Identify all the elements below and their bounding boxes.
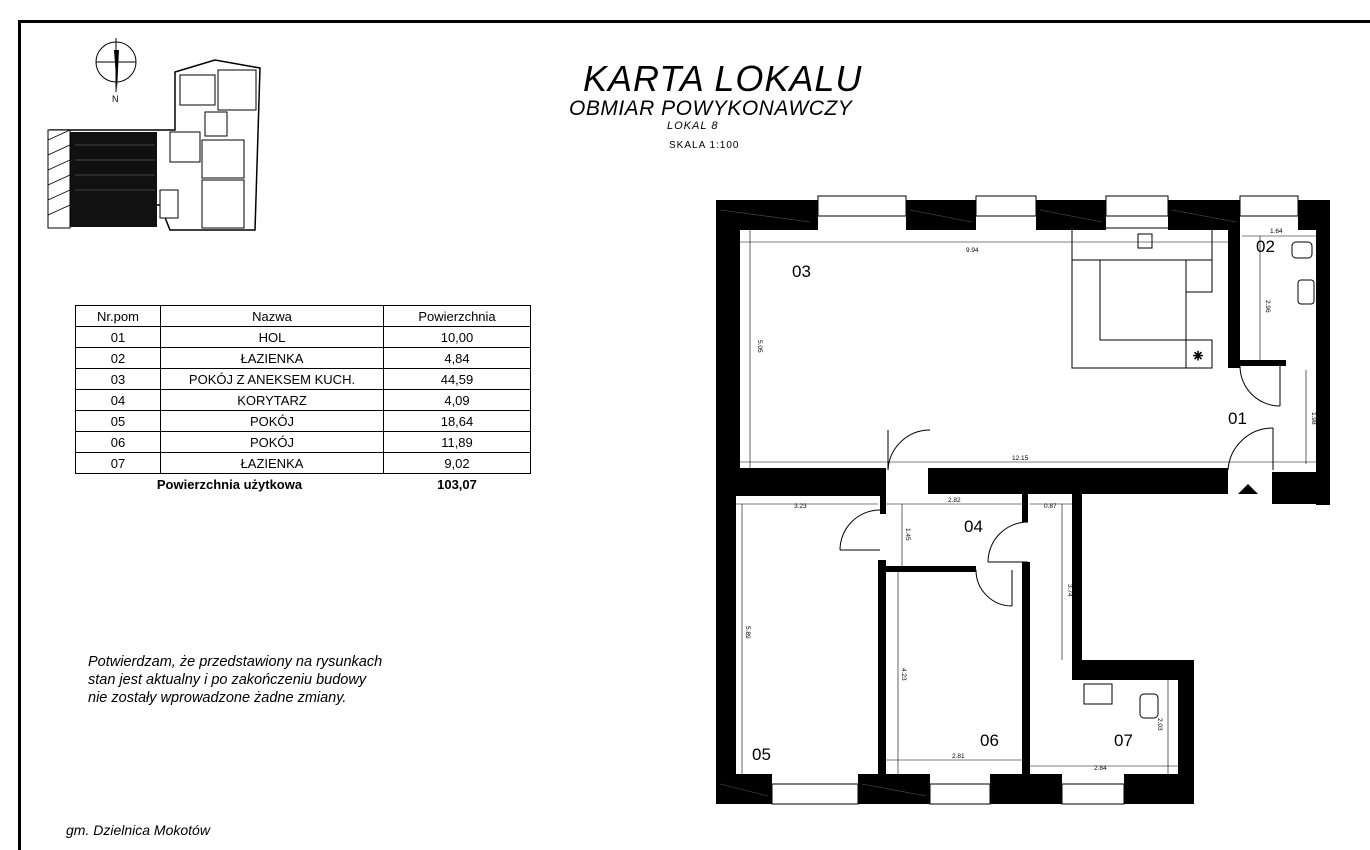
room-name: HOL <box>161 327 384 348</box>
room-number: 05 <box>76 411 161 432</box>
dim-label: 3.23 <box>794 503 807 510</box>
room-name: POKÓJ Z ANEKSEM KUCH. <box>161 369 384 390</box>
dim-label: 2.96 <box>1264 300 1271 313</box>
entrance-icon <box>1238 484 1258 494</box>
room-name: ŁAZIENKA <box>161 348 384 369</box>
room-label-05: 05 <box>752 745 771 764</box>
dim-label: 5.05 <box>756 340 763 353</box>
kitchen-counter <box>1072 228 1212 368</box>
room-area: 11,89 <box>384 432 531 453</box>
page-subtitle: OBMIAR POWYKONAWCZY <box>569 97 853 120</box>
confirmation-line: Potwierdzam, że przedstawiony na rysunkach <box>88 654 383 670</box>
room-number: 03 <box>76 369 161 390</box>
room-label-06: 06 <box>980 731 999 750</box>
room-number: 06 <box>76 432 161 453</box>
dim-label: 1.64 <box>1270 228 1283 235</box>
confirmation-line: nie zostały wprowadzone żadne zmiany. <box>88 690 347 706</box>
cooktop-icon: ✳ <box>1193 349 1204 363</box>
room-label-03: 03 <box>792 262 811 281</box>
north-label: N <box>112 94 119 104</box>
unit-label: LOKAL 8 <box>667 120 719 132</box>
total-value: 103,07 <box>437 476 477 492</box>
room-area: 10,00 <box>384 327 531 348</box>
dim-label: 2.03 <box>1156 718 1163 731</box>
dim-label: 3.74 <box>1066 584 1073 597</box>
room-name: POKÓJ <box>161 432 384 453</box>
room-name: POKÓJ <box>161 411 384 432</box>
dim-label: 2.81 <box>952 753 965 760</box>
room-name: KORYTARZ <box>161 390 384 411</box>
room-area: 18,64 <box>384 411 531 432</box>
dim-label: 5.89 <box>744 626 751 639</box>
room-label-04: 04 <box>964 517 983 536</box>
dim-label: 9.94 <box>966 247 979 254</box>
room-number: 01 <box>76 327 161 348</box>
room-name: ŁAZIENKA <box>161 453 384 474</box>
room-number: 02 <box>76 348 161 369</box>
room-area: 4,09 <box>384 390 531 411</box>
column-header: Powierzchnia <box>384 306 531 327</box>
scale-label: SKALA 1:100 <box>669 140 740 151</box>
dim-label: 2.82 <box>948 497 961 504</box>
room-number: 04 <box>76 390 161 411</box>
dim-label: 4.23 <box>900 668 907 681</box>
dim-label: 0.87 <box>1044 503 1057 510</box>
dim-label: 1.45 <box>904 528 911 541</box>
dim-label: 12.15 <box>1012 455 1029 462</box>
walls <box>716 196 1330 804</box>
room-area: 4,84 <box>384 348 531 369</box>
room-label-07: 07 <box>1114 731 1133 750</box>
room-label-02: 02 <box>1256 237 1275 256</box>
page-title: KARTA LOKALU <box>583 58 863 99</box>
dim-label: 2.84 <box>1094 765 1107 772</box>
room-labels <box>752 237 1275 764</box>
dim-label: 1.98 <box>1310 412 1317 425</box>
room-label-01: 01 <box>1228 409 1247 428</box>
room-number: 07 <box>76 453 161 474</box>
confirmation-line: stan jest aktualny i po zakończeniu budowy <box>88 672 367 688</box>
total-label: Powierzchnia użytkowa <box>156 476 303 492</box>
footer-text: gm. Dzielnica Mokotów <box>66 822 210 838</box>
column-header: Nazwa <box>161 306 384 327</box>
room-area: 44,59 <box>384 369 531 390</box>
room-area: 9,02 <box>384 453 531 474</box>
column-header: Nr.pom <box>76 306 161 327</box>
